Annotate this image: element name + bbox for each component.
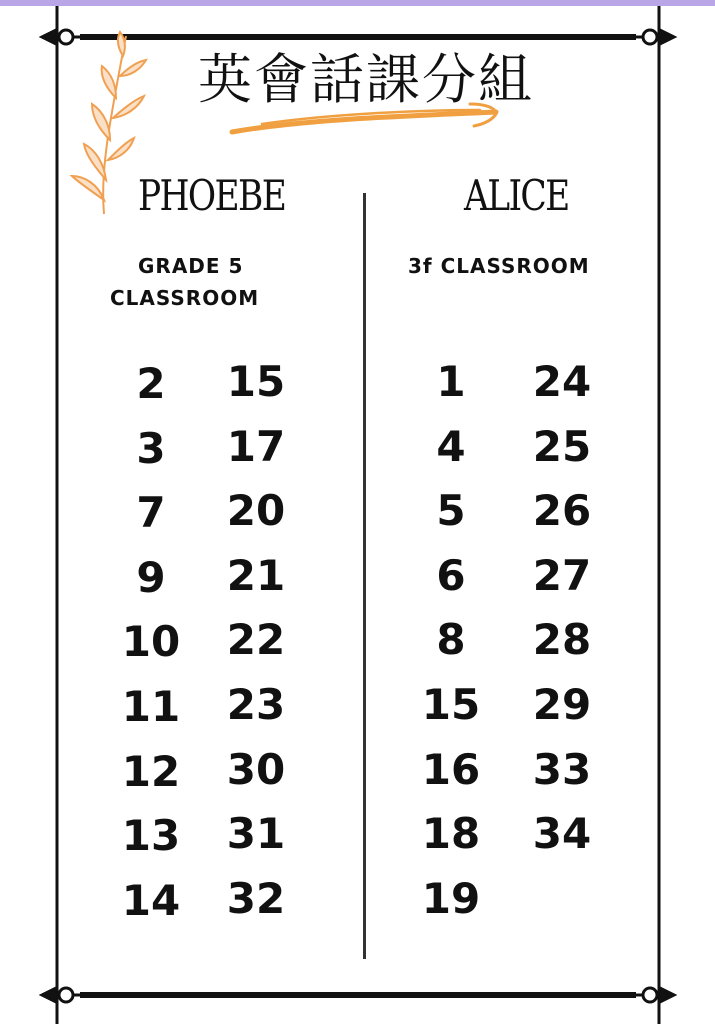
student-number: 15 (226, 357, 286, 406)
student-number: 10 (121, 617, 181, 667)
student-number: 31 (226, 809, 286, 859)
room-label-line-2: CLASSROOM (110, 286, 260, 310)
student-number: 22 (226, 615, 286, 665)
frame-top-right-ornament (636, 30, 674, 44)
student-number: 4 (436, 421, 466, 471)
student-number: 6 (436, 550, 466, 600)
student-number: 20 (226, 486, 286, 536)
student-number: 14 (121, 875, 181, 925)
student-number: 23 (226, 679, 286, 729)
student-number: 7 (136, 488, 166, 538)
student-number: 9 (136, 552, 166, 602)
student-number: 30 (226, 744, 286, 794)
room-label-line-1: GRADE 5 (138, 254, 244, 278)
frame-top-left-ornament (42, 30, 80, 44)
alice-student-numbers-column-1 (411, 350, 491, 931)
teacher-name-phoebe: PHOEBE (138, 171, 286, 220)
student-number: 33 (532, 744, 592, 794)
student-number: 32 (226, 873, 286, 923)
student-number: 1 (436, 357, 466, 406)
student-number: 28 (532, 615, 592, 665)
student-number: 19 (421, 873, 481, 923)
student-number: 21 (226, 550, 286, 600)
student-number: 2 (136, 359, 166, 408)
column-divider (363, 193, 366, 959)
student-number: 5 (436, 486, 466, 536)
student-number: 12 (121, 746, 181, 796)
student-number: 3 (136, 423, 166, 473)
frame-bottom-right-ornament (636, 988, 674, 1002)
student-number: 11 (121, 681, 181, 731)
student-number: 25 (532, 421, 592, 471)
alice-student-numbers-column-2 (522, 350, 602, 867)
phoebe-student-numbers-column-2 (216, 350, 296, 931)
student-number: 27 (532, 550, 592, 600)
student-number: 18 (421, 809, 481, 859)
student-number: 29 (532, 679, 592, 729)
phoebe-student-numbers-column-1 (111, 352, 191, 933)
student-number: 26 (532, 486, 592, 536)
room-label: 3f CLASSROOM (408, 254, 590, 278)
student-number: 15 (421, 679, 481, 729)
page-title: 英會話課分組 (198, 48, 534, 111)
teacher-name-alice: ALICE (464, 171, 569, 220)
student-number: 17 (226, 421, 286, 471)
student-number: 24 (532, 357, 592, 406)
student-number: 13 (121, 811, 181, 861)
leaf-branch-icon (72, 32, 146, 214)
student-number: 16 (421, 744, 481, 794)
student-number: 8 (436, 615, 466, 665)
frame-bottom-left-ornament (42, 988, 80, 1002)
student-number: 34 (532, 809, 592, 859)
